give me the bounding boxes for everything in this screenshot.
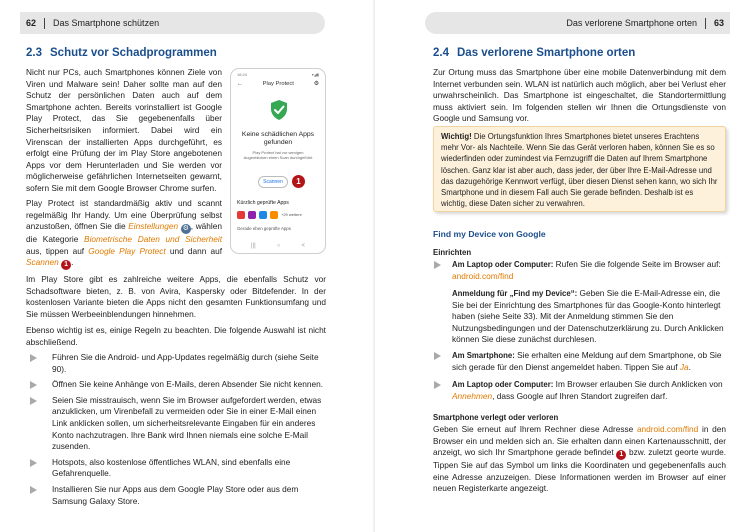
shield-check-icon bbox=[269, 99, 289, 121]
right-page-number: 63 bbox=[713, 18, 724, 28]
phone-subtext: Play Protect hat vor wenigen Augenblicken einen Scan durchgeführt bbox=[243, 150, 313, 160]
text-run: bzw. zuletzt georte wurde. Tippen Sie auf das Symbol um links die Koordinaten und gegebenenfalls auch eine Adresse anzuzeigen. Diese Informationen werden im Browser auf einer neuen Registerkarte angezeigt. bbox=[433, 447, 726, 494]
callout-badge: 1 bbox=[616, 450, 626, 460]
list-item-text: Installieren Sie nur Apps aus dem Google Play Store oder aus dem Samsung Galaxy Store. bbox=[52, 483, 299, 506]
note-text: Die Ortungsfunktion Ihres Smartphones bietet unseres Erachtens mehr Vor- als Nachteile. Wenn Sie das Gerät verloren haben, können Sie es so wiederfinden oder zumindest via Fernzugriff die Daten auf Ihrem Smartphone löschen. Ganz klar ist aber auch, dass jeder, der über Ihre E-Mail-Adresse und das dazugehörige Kennwort verfügt, über diesen Dienst sehen kann, wo sich Ihr Smartphone und in diesem Fall auch Sie gerade befinden. Deshalb ist es wichtig, diese Daten sicher zu verwahren. bbox=[441, 132, 718, 209]
list-item-text: Öffnen Sie keine Anhänge von E-Mails, deren Absender Sie nicht kennen. bbox=[52, 379, 324, 390]
text-run: . bbox=[71, 257, 74, 268]
rules-list bbox=[26, 352, 326, 511]
step-item bbox=[452, 288, 726, 346]
text-run: , wählen die Kategorie bbox=[26, 221, 222, 245]
home-nav-icon[interactable]: ○ bbox=[276, 243, 281, 249]
gear-icon: ⚙ bbox=[182, 225, 189, 233]
subheading-einrichten: Einrichten bbox=[433, 248, 472, 257]
section-heading bbox=[433, 47, 635, 59]
step-label: Anmeldung für „Find my Device“: bbox=[452, 289, 578, 298]
step-label: Am Laptop oder Computer: bbox=[452, 380, 554, 389]
step-text: Rufen Sie die folgende Seite im Browser auf: bbox=[553, 259, 721, 269]
header-divider bbox=[705, 18, 706, 29]
left-running-header bbox=[20, 12, 325, 34]
step-text: Sie erhalten eine Meldung auf dem Smartphone, ob Sie sich gerade für den Dienst angemeldet haben. Tippen Sie auf bbox=[452, 350, 722, 372]
link-scannen[interactable]: Scannen bbox=[26, 257, 59, 268]
step-text: Geben Sie die E-Mail-Adresse ein, die Sie bei der Einrichtung des Smartphones für das Google-Konto hinterlegt haben (siehe Seite 33). Mit der Anmeldung stimmen Sie den Nutzungsbedingungen und der Datenschutzerklärung zu. Durch Anklicken können Sie diese zunächst durchlesen. bbox=[452, 288, 724, 345]
back-arrow-icon[interactable]: ← bbox=[237, 81, 243, 87]
link-android-find[interactable]: android.com/find bbox=[636, 424, 699, 434]
bullet-triangle-icon bbox=[434, 352, 441, 360]
more-apps-count: +29 weitere bbox=[281, 211, 302, 217]
app-icon bbox=[237, 211, 245, 219]
bullet-triangle-icon bbox=[434, 261, 441, 269]
list-item-text: Seien Sie misstrauisch, wenn Sie im Browser aufgefordert werden, etwas anzuklicken, um Virenbefall zu vermeiden oder Sie in einer E-Mail einen Link anklicken sollen, um sicherheitsrelevante Eingaben für ein anderes Konto nachzutragen. Ihre Bank wird Ihnen niemals eine solche E-Mail zusenden. bbox=[52, 394, 322, 452]
phone-title: Play Protect bbox=[262, 81, 294, 87]
step-text: Im Browser erlauben Sie durch Anklicken von bbox=[553, 379, 723, 389]
back-nav-icon[interactable]: < bbox=[301, 243, 305, 249]
text-run: Play Protect ist standardmäßig aktiv und scannt regelmäßig Ihr Handy. Um eine Überprüfung selbst anzustoßen, öffnen Sie die bbox=[26, 198, 222, 232]
list-item bbox=[26, 457, 326, 480]
step-label: Am Smartphone: bbox=[452, 351, 515, 360]
scanned-apps-label: Gerade eben geprüfte Apps bbox=[237, 226, 291, 231]
step-item bbox=[452, 350, 726, 373]
bullet-triangle-icon bbox=[30, 459, 37, 467]
link-google-play-protect[interactable]: Google Play Protect bbox=[88, 245, 166, 256]
paragraph-intro: Nicht nur PCs, auch Smartphones können Ziele von Viren und Malware sein! Daher sollte man auf den Schutz der persönlichen Daten auch auf dem Smartphone achten. Bereits vorinstalliert ist Google Play Protect, das Sie gegebenenfalls über Sicherheitsrisiken informiert. Dabei wird ein Virenscan der installierten Apps durchgeführt, es erfolgt eine Prüfung der im Play Store angebotenen Apps vor dem Herunterladen und Sie werden vor möglicherweise gefährlichen Internetseiten gewarnt, sofern Sie mit dem Google Browser Chrome surfen. bbox=[26, 67, 222, 193]
paragraph-other-apps: Im Play Store gibt es zahlreiche weitere Apps, die ebenfalls Schutz vor Schadsoftware bieten, z. B. von Avira, Kaspersky oder Bitdefender. In der kostenlosen Variante bieten die Apps nicht den gesamten Funktionsumfang und Sie müssen Werbeeinblendungen hinnehmen. bbox=[26, 274, 326, 319]
section-title: Schutz vor Schadprogrammen bbox=[50, 47, 217, 59]
phone-screenshot bbox=[230, 68, 326, 254]
list-item bbox=[26, 395, 326, 453]
link-biometrische-daten[interactable]: Biometrische Daten und Sicherheit bbox=[84, 234, 223, 245]
phone-app-bar bbox=[237, 81, 319, 87]
link-annehmen[interactable]: Annehmen bbox=[452, 390, 493, 401]
link-einstellungen[interactable]: Einstellungen bbox=[128, 221, 179, 232]
left-running-head: Das Smartphone schützen bbox=[53, 18, 160, 28]
header-divider bbox=[44, 18, 45, 29]
app-icon bbox=[248, 211, 256, 219]
text-run: in den Browser ein und melden sich an. Sie erhalten dann einen Kartenausschnitt, der anzeigt, wo sich Ihr Smartphone gerade befindet bbox=[433, 424, 726, 458]
bullet-triangle-icon bbox=[30, 486, 37, 494]
section-number: 2.3 bbox=[26, 47, 42, 59]
list-item-text: Führen Sie die Android- und App-Updates regelmäßig durch (siehe Seite 90). bbox=[52, 352, 319, 374]
paragraph-rules: Ebenso wichtig ist es, einige Regeln zu beachten. Die folgende Auswahl ist nicht abschließend. bbox=[26, 325, 326, 347]
status-time: 16:24 bbox=[237, 72, 248, 77]
recent-apps-label: Kürzlich geprüfte Apps bbox=[237, 200, 289, 206]
phone-headline: Keine schädlichen Apps gefunden bbox=[241, 131, 315, 146]
step-text: . bbox=[688, 361, 691, 372]
callout-badge: 1 bbox=[61, 260, 71, 270]
step-text: , dass Google auf Ihren Standort zugreifen darf. bbox=[492, 390, 668, 401]
paragraph-ortung-intro: Zur Ortung muss das Smartphone über eine mobile Datenverbindung mit dem Internet verbunden sein. WLAN ist natürlich auch möglich, aber bei Verlust eher unwahrscheinlich. Das Smartphone ist eingeschaltet, die Standortermittlung muss aktiviert sein. Im folgenden stellen wir Ihnen die Ortungsdienste von Google und Samsung vor. bbox=[433, 67, 726, 124]
list-item bbox=[26, 352, 326, 375]
app-icon bbox=[270, 211, 278, 219]
bullet-triangle-icon bbox=[30, 381, 37, 389]
app-icon bbox=[259, 211, 267, 219]
phone-nav-bar bbox=[251, 243, 305, 249]
bullet-triangle-icon bbox=[30, 354, 37, 362]
bullet-triangle-icon bbox=[434, 381, 441, 389]
settings-gear-icon[interactable]: ⚙ bbox=[313, 81, 319, 87]
important-note-box bbox=[433, 126, 726, 212]
list-item bbox=[26, 379, 326, 391]
step-item bbox=[452, 379, 726, 402]
phone-status-bar bbox=[237, 72, 319, 77]
list-item bbox=[26, 484, 326, 507]
link-android-find[interactable]: android.com/find bbox=[452, 270, 514, 281]
left-page-number: 62 bbox=[26, 18, 37, 28]
section-number: 2.4 bbox=[433, 47, 449, 59]
right-running-header bbox=[425, 12, 730, 34]
paragraph-play-protect bbox=[26, 198, 222, 270]
section-title: Das verlorene Smartphone orten bbox=[457, 47, 636, 59]
section-heading bbox=[26, 47, 217, 59]
recents-nav-icon[interactable]: ||| bbox=[251, 243, 256, 249]
right-running-head: Das verlorene Smartphone orten bbox=[566, 18, 697, 28]
callout-badge: 1 bbox=[292, 175, 305, 188]
subheading-find-my-device: Find my Device von Google bbox=[433, 229, 546, 239]
list-item-text: Hotspots, also kostenlose öffentliches WLAN, sind ebenfalls eine Gefahrenquelle. bbox=[52, 456, 291, 479]
note-label: Wichtig! bbox=[441, 132, 472, 141]
bullet-triangle-icon bbox=[30, 397, 37, 405]
scan-button[interactable]: Scannen bbox=[258, 176, 288, 188]
text-run: und dann auf bbox=[165, 245, 222, 256]
recent-app-icons bbox=[237, 211, 302, 219]
step-item bbox=[452, 259, 726, 282]
status-icons: ▾◢▮ bbox=[311, 72, 319, 77]
text-run: Geben Sie erneut auf Ihrem Rechner diese Adresse bbox=[433, 424, 637, 434]
text-run: aus, tippen auf bbox=[26, 245, 89, 256]
step-label: Am Laptop oder Computer: bbox=[452, 260, 554, 269]
link-ja[interactable]: Ja bbox=[679, 361, 689, 372]
subheading-lost-phone: Smartphone verlegt oder verloren bbox=[433, 413, 559, 422]
paragraph-lost-phone bbox=[433, 424, 726, 495]
